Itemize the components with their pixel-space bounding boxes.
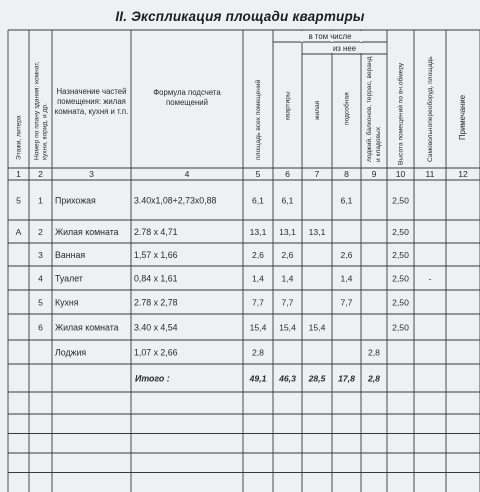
cell-floor: А [15, 227, 22, 237]
cell-formula: 3.40 x 4,54 [134, 322, 178, 333]
cell-formula: 1,07 x 2,66 [134, 347, 178, 358]
cell-aux: 1,4 [340, 273, 353, 284]
cell-height: 2,50 [392, 322, 409, 333]
cell-apt: 1,4 [281, 273, 294, 284]
cell-purpose: Кухня [55, 297, 79, 308]
cell-formula: 2.78 x 4,71 [134, 227, 178, 237]
cell-living: 13,1 [308, 227, 326, 237]
header-self-redevelopment: Самовольнопереоборуд. площадь [427, 56, 434, 162]
cell-area: 13,1 [249, 227, 267, 237]
cell-no: 1 [38, 195, 43, 206]
cell-area: 2,8 [252, 347, 264, 358]
cell-height: 2,50 [392, 195, 409, 206]
cell-no: 2 [38, 227, 43, 237]
header-loggias-line2: и кладовых [375, 126, 382, 162]
cell-aux: 7,7 [340, 297, 353, 308]
header-formula-line2: помещений [166, 98, 208, 107]
cell-aux: 6,1 [340, 195, 353, 206]
cell-apt: 2,6 [281, 250, 294, 260]
header-merge-mask [301, 31, 303, 42]
column-number: 11 [425, 169, 435, 179]
cell-purpose: Жилая комната [55, 227, 119, 237]
header-room-number-line2: кухни, корид. и др. [41, 103, 49, 160]
cell-formula: 2.78 x 2,78 [134, 297, 178, 308]
cell-area: 15,4 [249, 322, 267, 333]
header-height: Высота помещений по вн.обмеру [397, 62, 405, 165]
cell-height: 2,50 [392, 297, 409, 308]
cell-height: 2,50 [392, 250, 409, 260]
cell-height: 2,50 [392, 273, 409, 284]
cell-redev: - [428, 273, 432, 284]
cell-purpose: Туалет [55, 273, 83, 284]
cell-apt: 15,4 [279, 322, 296, 333]
header-living: жилая [314, 100, 321, 120]
header-area-all: площадь всех помещений [255, 79, 262, 160]
cell-purpose: Ванная [55, 250, 86, 260]
cell-no: 5 [38, 297, 43, 308]
column-number: 5 [255, 169, 261, 179]
header-of-which: из нее [332, 44, 357, 53]
cell-purpose: Прихожая [55, 195, 96, 206]
cell-area: 1,4 [252, 273, 264, 284]
header-room-number: Номер по плану здания: комнат, [33, 61, 41, 160]
header-note: Примечание [458, 94, 467, 140]
cell-no: 6 [38, 322, 43, 333]
cell-area: 7,7 [252, 297, 264, 308]
cell-area: 6,1 [252, 195, 264, 206]
header-purpose-line2: помещения: жилая [57, 97, 126, 106]
column-number: 4 [184, 169, 190, 179]
column-number: 9 [371, 169, 377, 179]
column-number: 10 [395, 169, 406, 179]
column-number: 8 [344, 169, 349, 179]
cell-loggia: 2,8 [368, 347, 380, 358]
header-floor-litera: Этажи, литера [15, 115, 23, 160]
header-in-total: в том числе [308, 32, 352, 41]
column-number: 6 [285, 169, 290, 179]
column-number: 7 [314, 169, 320, 179]
header-purpose-line3: комната, кухня и т.п. [54, 107, 129, 116]
column-number: 3 [89, 169, 94, 179]
column-number: 2 [38, 169, 43, 179]
column-number: 1 [16, 169, 21, 179]
cell-living: 15,4 [308, 322, 326, 333]
cell-no: 4 [38, 273, 43, 284]
cell-purpose: Лоджия [55, 347, 87, 358]
total-label: Итого : [135, 373, 170, 384]
cell-formula: 3.40x1,08+2,73x0,88 [134, 195, 217, 206]
total-area: 49,1 [249, 373, 267, 384]
cell-formula: 1,57 x 1,66 [134, 250, 178, 260]
header-purpose-line1: Назначение частей [56, 87, 127, 96]
total-aux: 17,8 [338, 373, 355, 384]
header-formula-line1: Формула подсчета [153, 88, 221, 97]
header-apartment: квартиры [284, 91, 292, 120]
cell-height: 2,50 [392, 227, 409, 237]
cell-no: 3 [38, 250, 43, 260]
cell-formula: 0,84 x 1,61 [134, 273, 178, 284]
cell-apt: 7,7 [281, 297, 294, 308]
cell-apt: 13,1 [279, 227, 296, 237]
cell-area: 2,6 [252, 250, 264, 260]
header-loggias: лоджий, балконов, террас, веранд [366, 56, 373, 162]
total-living: 28,5 [308, 373, 326, 384]
cell-purpose: Жилая комната [55, 322, 119, 333]
header-merge-mask [360, 31, 362, 42]
page-title: II. Экспликация площади квартиры [115, 9, 365, 24]
header-auxiliary: подсобная [343, 92, 351, 125]
total-loggia: 2,8 [368, 373, 380, 384]
cell-floor: 5 [16, 195, 21, 206]
column-number: 12 [458, 169, 468, 179]
cell-aux: 2,6 [340, 250, 353, 260]
header-merge-mask [360, 43, 362, 53]
total-apt: 46,3 [279, 373, 296, 384]
cell-apt: 6,1 [281, 195, 294, 206]
